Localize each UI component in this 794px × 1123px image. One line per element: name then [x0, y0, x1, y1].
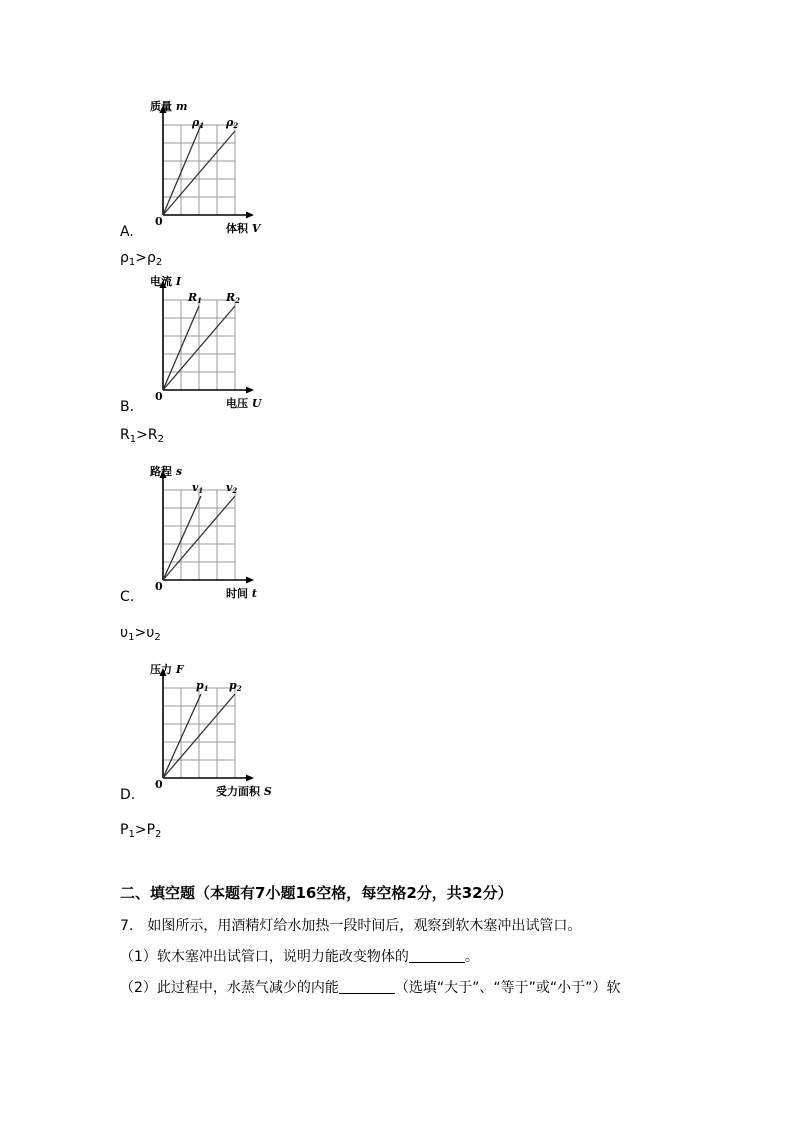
- line-1-label: v1: [192, 481, 204, 495]
- option-a-letter: A.: [120, 224, 134, 240]
- y-axis-label: 路程 s: [150, 465, 183, 478]
- option-b-answer[interactable]: $R_1>R_2$: [120, 427, 164, 445]
- question-7-part-1: （1）软木塞冲出试管口，说明力能改变物体的 。: [120, 949, 479, 965]
- x-axis-label: 时间 t: [226, 587, 257, 600]
- distance-time-graph: [140, 460, 280, 600]
- option-c-graph: [140, 460, 280, 600]
- line-1-label: p1: [196, 679, 209, 693]
- x-axis-label: 受力面积 S: [216, 785, 272, 798]
- line-2-label: ρ2: [226, 116, 239, 130]
- answer-blank-2[interactable]: [339, 979, 395, 994]
- origin-label: 0: [155, 778, 163, 791]
- origin-label: 0: [155, 215, 163, 228]
- option-b-graph: [140, 270, 280, 410]
- option-c-answer[interactable]: $\upsilon_1>\upsilon_2$: [120, 625, 161, 643]
- answer-blank-1[interactable]: [409, 948, 465, 963]
- origin-label: 0: [155, 390, 163, 403]
- line-2-label: v2: [226, 481, 238, 495]
- option-d-graph: [140, 658, 290, 798]
- question-7-part-2: （2）此过程中，水蒸气减少的内能 （选填“大于”、“等于”或“小于”）软: [120, 980, 621, 996]
- option-d-letter: D.: [120, 787, 136, 803]
- line-2-label: p2: [229, 679, 242, 693]
- force-area-graph: [140, 658, 290, 798]
- question-7-stem: 7. 如图所示，用酒精灯给水加热一段时间后，观察到软木塞冲出试管口。: [120, 918, 582, 934]
- line-1-label: ρ1: [192, 116, 205, 130]
- y-axis-label: 电流 I: [150, 275, 181, 288]
- section-heading: 二、填空题（本题有7小题16空格，每空格2分，共32分）: [120, 884, 513, 902]
- y-axis-label: 质量 m: [150, 100, 188, 113]
- option-b-letter: B.: [120, 399, 135, 415]
- current-voltage-graph: [140, 270, 280, 410]
- line-1-label: R1: [188, 291, 203, 305]
- y-axis-label: 压力 F: [150, 663, 184, 676]
- option-d-answer[interactable]: $P_1>P_2$: [120, 822, 162, 840]
- mass-volume-graph: [140, 95, 280, 235]
- option-a-answer[interactable]: $\rho_1>\rho_2$: [120, 250, 163, 268]
- x-axis-label: 电压 U: [226, 397, 262, 410]
- origin-label: 0: [155, 580, 163, 593]
- option-a-graph: [140, 95, 280, 235]
- x-axis-label: 体积 V: [226, 222, 261, 235]
- option-c-letter: C.: [120, 589, 135, 605]
- line-2-label: R2: [226, 291, 241, 305]
